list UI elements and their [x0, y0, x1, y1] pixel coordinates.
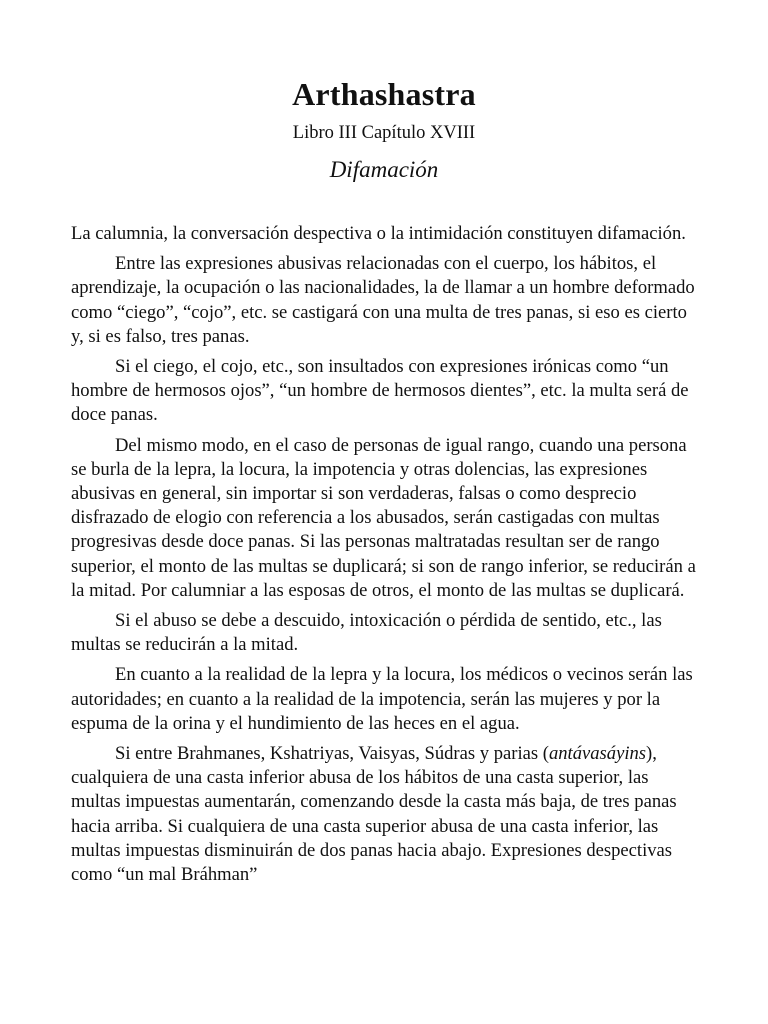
paragraph-6: En cuanto a la realidad de la lepra y la locura, los médicos o vecinos serán las autoridades; en cuanto a la realidad de la impotencia, serán las mujeres y por la espuma de la orina y el hundimiento de las heces en el agua.	[71, 664, 693, 734]
paragraph-7	[71, 742, 697, 887]
document-body	[71, 222, 697, 893]
paragraph-3: Si el ciego, el cojo, etc., son insultados con expresiones irónicas como “un hombre de hermosos ojos”, “un hombre de hermosos dientes”, etc. la multa será de doce panas.	[71, 356, 689, 426]
book-chapter-label: Libro III Capítulo XVIII	[292, 123, 476, 143]
paragraph-7-text-end: ), cualquiera de una casta inferior abusa de los hábitos de una casta superior, las multas impuestas aumentarán, comenzando desde la casta más baja, de tres panas hacia arriba. Si cualquiera de una casta superior abusa de una casta inferior, las multas impuestas disminuirán de dos panas hacia abajo. Expresiones despectivas como “un mal Bráhman”	[71, 743, 677, 886]
paragraph-2: Entre las expresiones abusivas relacionadas con el cuerpo, los hábitos, el aprendizaje, la ocupación o las nacionalidades, la de llamar a un hombre deformado como “ciego”, “cojo”, etc. se castigará con una multa de tres panas, si eso es cierto y, si es falso, tres panas.	[71, 253, 695, 347]
paragraph-4: Del mismo modo, en el caso de personas de igual rango, cuando una persona se burla de la lepra, la locura, la impotencia y otras dolencias, las expresiones abusivas en general, sin importar si son verdaderas, falsas o como desprecio disfrazado de elogio con referencia a los abusados, serán castigadas con multas progresivas desde doce panas. Si las personas maltratadas resultan ser de rango superior, el monto de las multas se duplicará; si son de rango inferior, se reducirán a la mitad. Por calumniar a las esposas de otros, el monto de las multas se duplicará.	[71, 434, 696, 601]
chapter-title: Difamación	[329, 157, 439, 182]
paragraph-5: Si el abuso se debe a descuido, intoxicación o pérdida de sentido, etc., las multas se reducirán a la mitad.	[71, 610, 662, 656]
book-title: Arthashastra	[292, 76, 476, 112]
paragraph-1: La calumnia, la conversación despectiva o la intimidación constituyen difamación.	[71, 223, 686, 244]
paragraph-7-italic-term: antávasáyins	[548, 743, 647, 765]
paragraph-7-text-start: Si entre Brahmanes, Kshatriyas, Vaisyas, Súdras y parias (	[115, 743, 549, 765]
